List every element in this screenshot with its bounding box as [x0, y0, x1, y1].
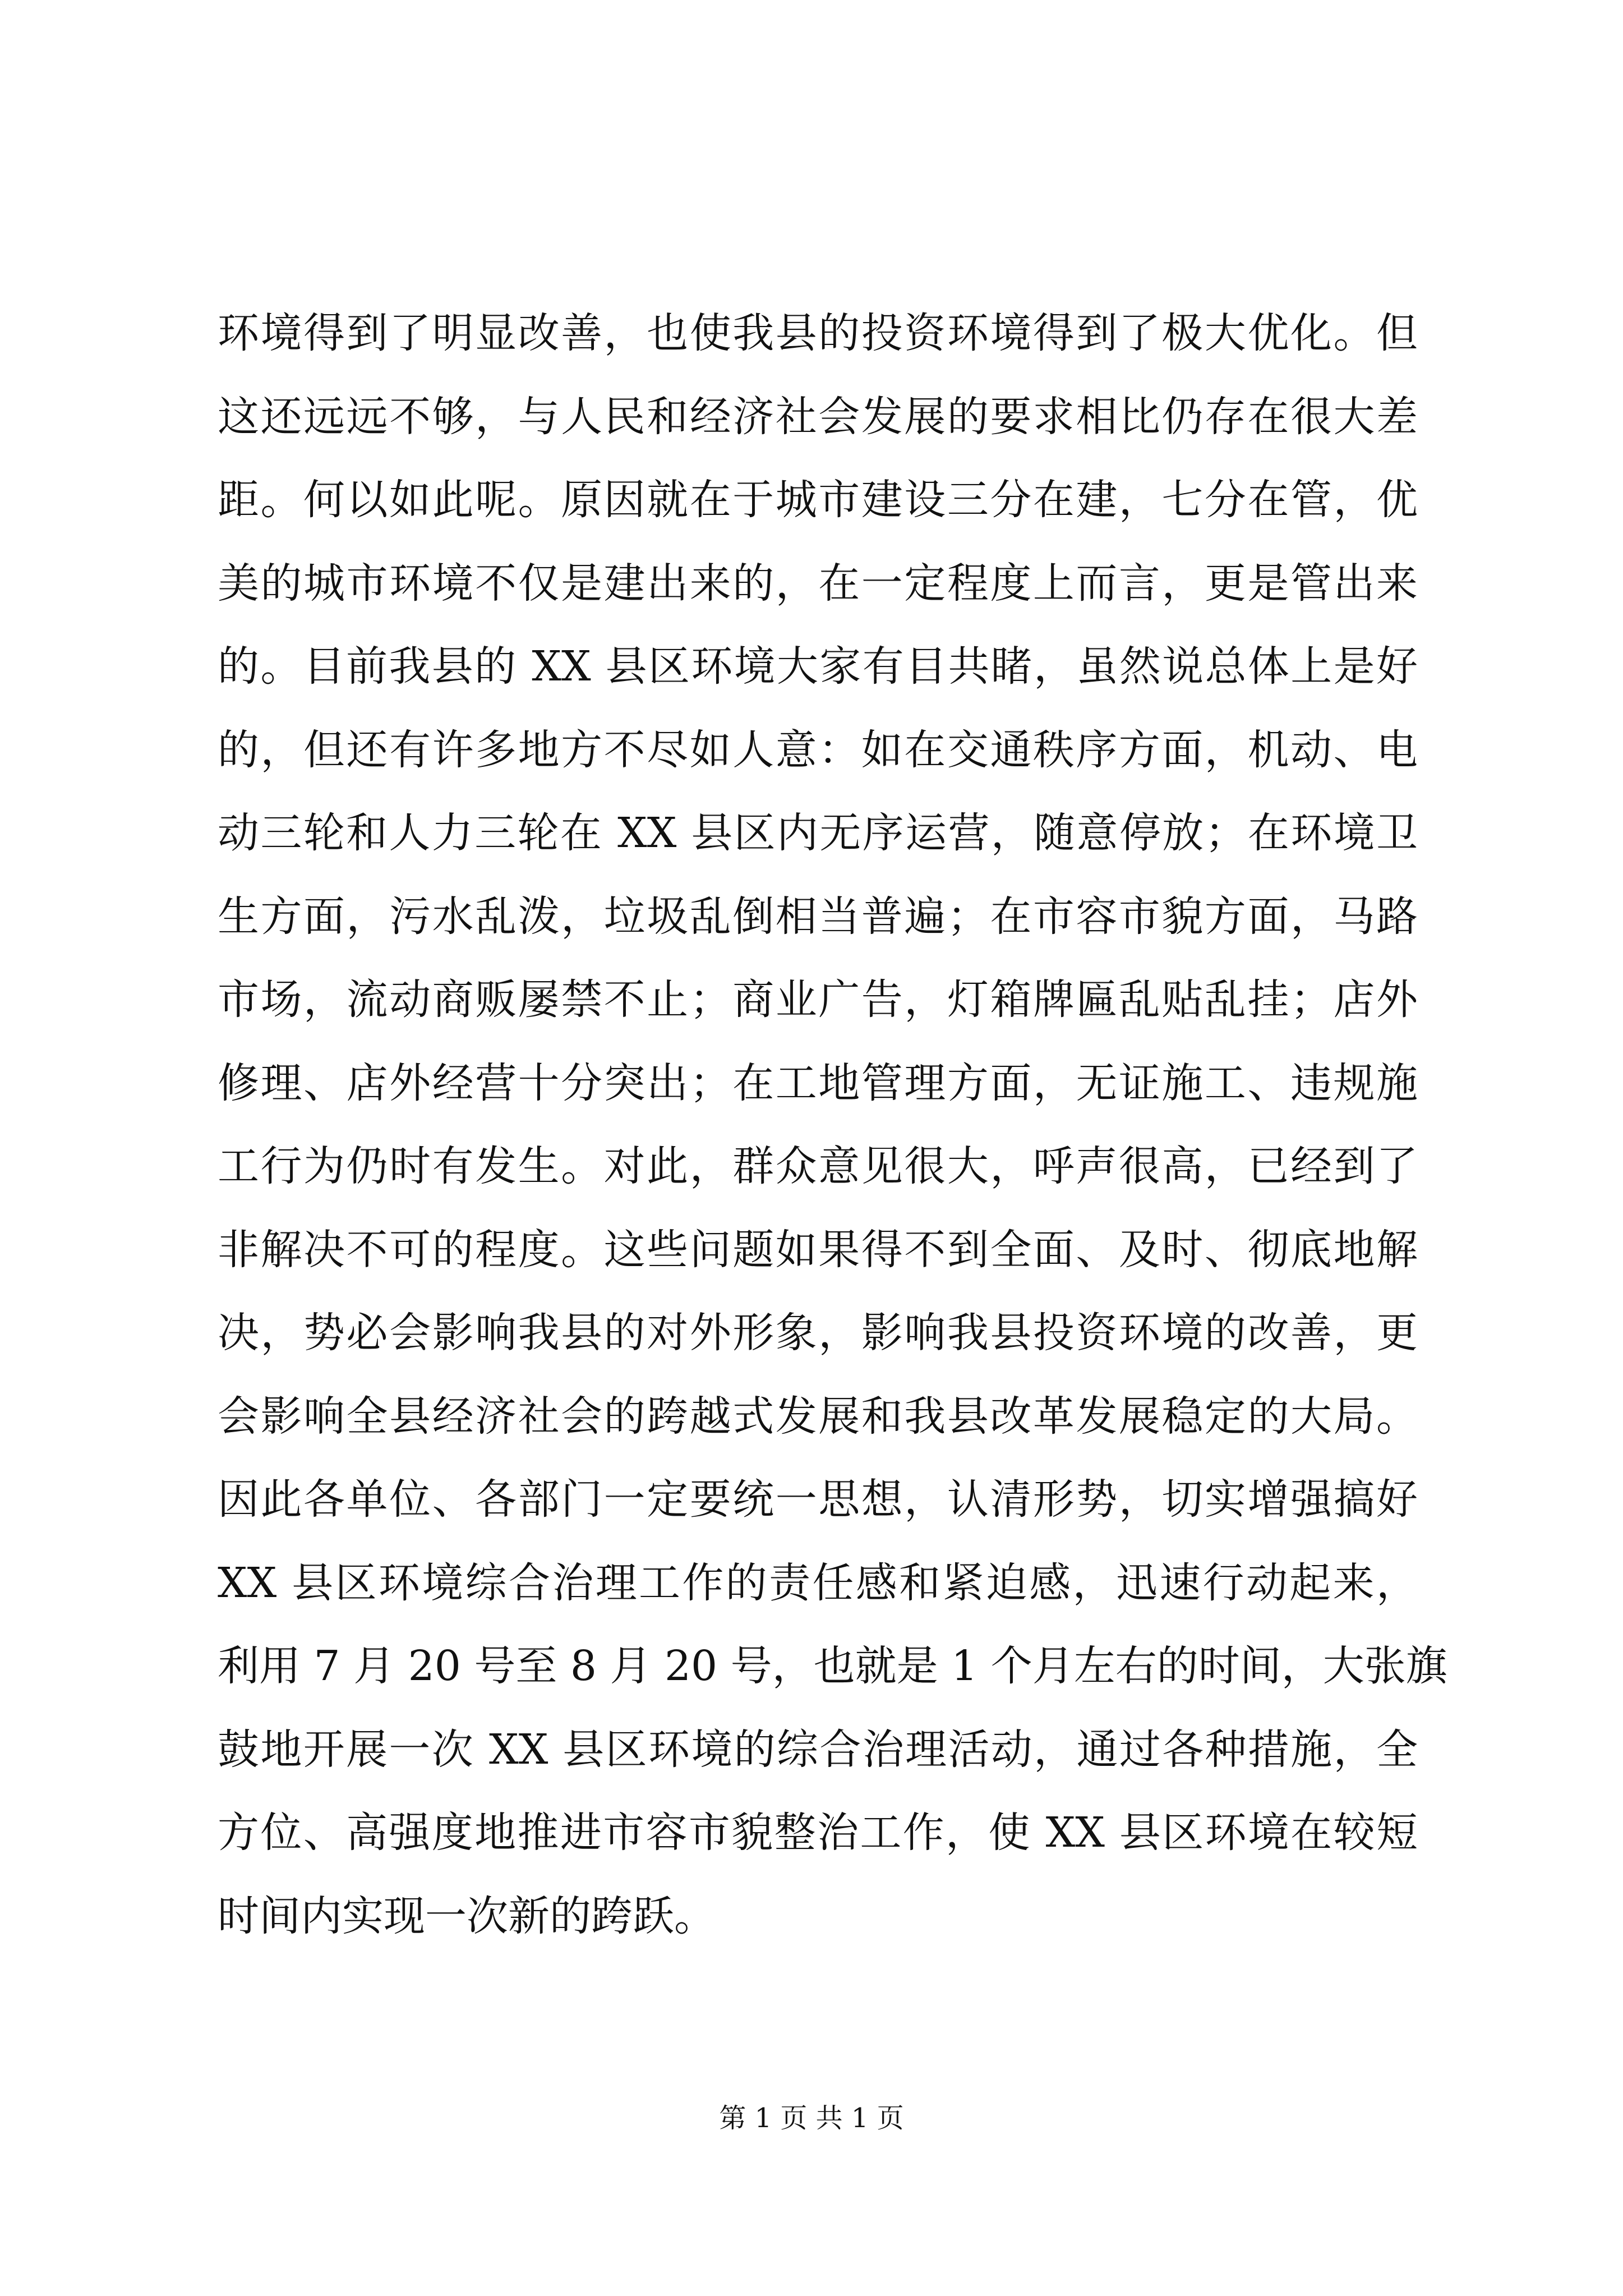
- body-paragraph: [218, 292, 1447, 1958]
- text-line: 环境得到了明显改善，也使我县的投资环境得到了极大优化。但: [218, 309, 1418, 357]
- text-line: 时间内实现一次新的跨跃。: [218, 1892, 716, 1940]
- text-line: 因此各单位、各部门一定要统一思想，认清形势，切实增强搞好: [218, 1475, 1418, 1524]
- text-line: 动三轮和人力三轮在 XX 县区内无序运营，随意停放；在环境卫: [218, 809, 1418, 857]
- text-line: 距。何以如此呢。原因就在于城市建设三分在建，七分在管，优: [218, 476, 1418, 524]
- page-number-label: 第 1 页 共 1 页: [719, 2102, 904, 2134]
- text-line: 这还远远不够，与人民和经济社会发展的要求相比仍存在很大差: [218, 392, 1418, 441]
- text-line: 决，势必会影响我县的对外形象，影响我县投资环境的改善，更: [218, 1309, 1418, 1357]
- text-line: 的，但还有许多地方不尽如人意：如在交通秩序方面，机动、电: [218, 725, 1418, 774]
- text-line: 修理、店外经营十分突出；在工地管理方面，无证施工、违规施: [218, 1059, 1418, 1107]
- text-line: 鼓地开展一次 XX 县区环境的综合治理活动，通过各种措施，全: [218, 1725, 1418, 1774]
- text-line: 非解决不可的程度。这些问题如果得不到全面、及时、彻底地解: [218, 1225, 1418, 1274]
- text-line: 会影响全县经济社会的跨越式发展和我县改革发展稳定的大局。: [218, 1392, 1418, 1441]
- text-line: 方位、高强度地推进市容市貌整治工作，使 XX 县区环境在较短: [218, 1809, 1418, 1857]
- text-line: 的。目前我县的 XX 县区环境大家有目共睹，虽然说总体上是好: [218, 642, 1418, 691]
- text-line: 生方面，污水乱泼，垃圾乱倒相当普遍；在市容市貌方面，马路: [218, 892, 1418, 941]
- text-line: 工行为仍时有发生。对此，群众意见很大，呼声很高，已经到了: [218, 1142, 1418, 1190]
- text-line: 美的城市环境不仅是建出来的，在一定程度上而言，更是管出来: [218, 559, 1418, 608]
- page-footer: [0, 2101, 1623, 2135]
- text-line: 利用 7 月 20 号至 8 月 20 号，也就是 1 个月左右的时间，大张旗: [218, 1642, 1447, 1690]
- text-line: 市场，流动商贩屡禁不止；商业广告，灯箱牌匾乱贴乱挂；店外: [218, 976, 1418, 1024]
- text-line: XX 县区环境综合治理工作的责任感和紧迫感，迅速行动起来，: [218, 1558, 1418, 1607]
